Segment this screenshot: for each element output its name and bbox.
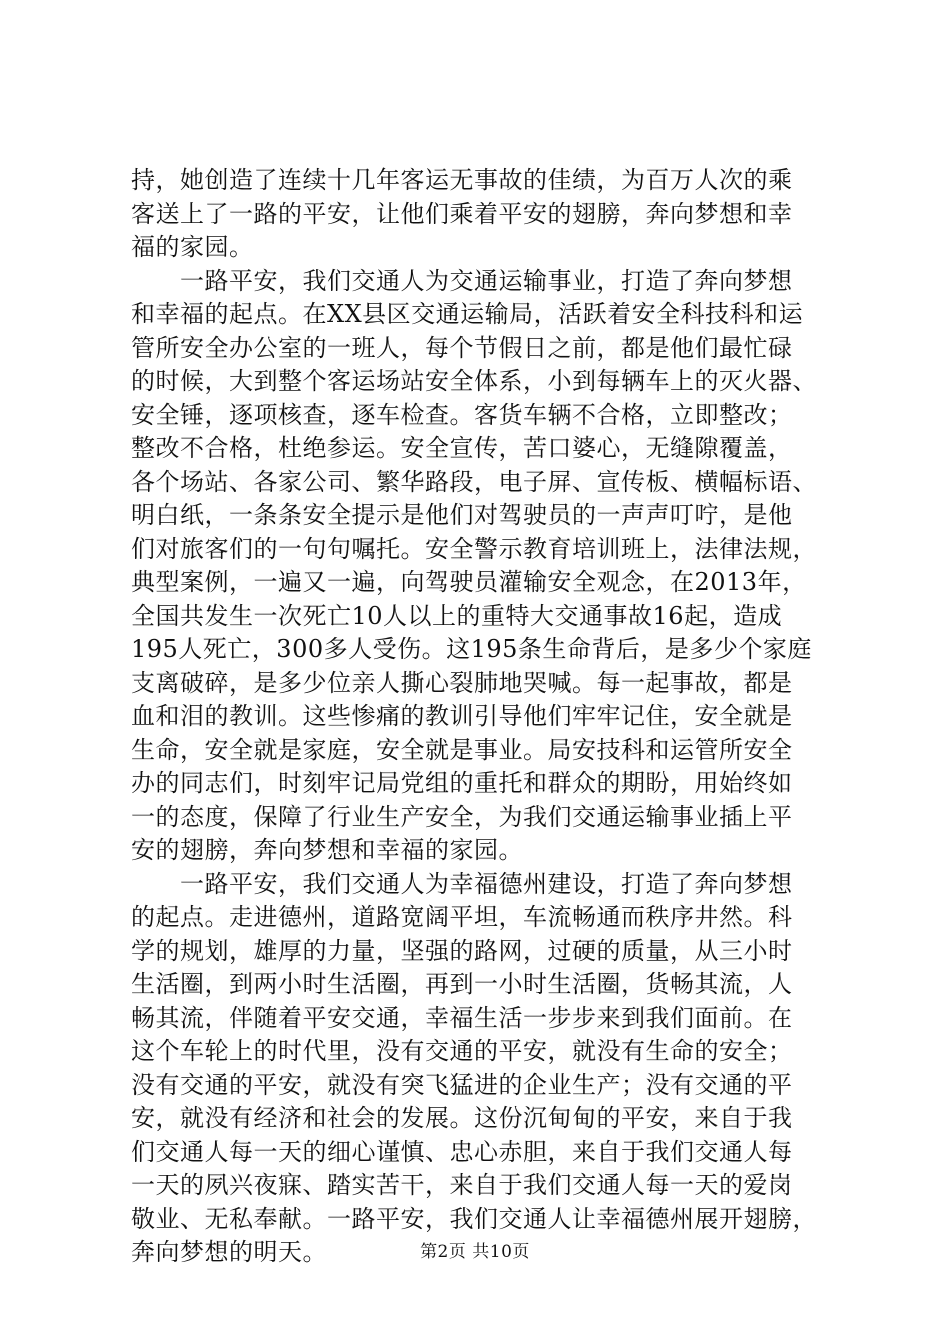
text-line: 的时候，大到整个客运场站安全体系，小到每辆车上的灭火器、 [131, 367, 817, 395]
text-line: 安，就没有经济和社会的发展。这份沉甸甸的平安，来自于我 [131, 1104, 793, 1132]
text-line: 畅其流，伴随着平安交通，幸福生活一步步来到我们面前。在 [131, 1003, 793, 1032]
text-line: 血和泪的教训。这些惨痛的教训引导他们牢牢记住，安全就是 [131, 702, 793, 730]
text-line: 一的态度，保障了行业生产安全，为我们交通运输事业插上平 [131, 802, 793, 831]
text-line: 持，她创造了连续十几年客运无事故的佳绩，为百万人次的乘 [131, 166, 793, 194]
text-line: 安全锤，逐项核查，逐车检查。客货车辆不合格，立即整改； [131, 400, 793, 429]
text-line: 办的同志们，时刻牢记局党组的重托和群众的期盼，用始终如 [131, 769, 793, 797]
text-line: 支离破碎，是多少位亲人撕心裂肺地哭喊。每一起事故，都是 [131, 668, 793, 697]
text-line: 195人死亡，300多人受伤。这195条生命背后，是多少个家庭 [131, 635, 812, 663]
text-line: 生命，安全就是家庭，安全就是事业。局安技科和运管所安全 [131, 735, 793, 764]
text-line: 管所安全办公室的一班人，每个节假日之前，都是他们最忙碌 [131, 333, 793, 362]
text-line: 们交通人每一天的细心谨慎、忠心赤胆，来自于我们交通人每 [131, 1137, 793, 1166]
text-line: 们对旅客们的一句句嘱托。安全警示教育培训班上，法律法规， [131, 534, 817, 563]
paragraph-first-line: 一路平安，我们交通人为交通运输事业，打造了奔向梦想 [180, 266, 793, 295]
text-line: 没有交通的平安，就没有突飞猛进的企业生产；没有交通的平 [131, 1070, 793, 1099]
page-footer: 第2页 共10页 [420, 1242, 530, 1262]
text-line: 生活圈，到两小时生活圈，再到一小时生活圈，货畅其流，人 [131, 970, 793, 998]
text-line: 这个车轮上的时代里，没有交通的平安，就没有生命的安全； [131, 1037, 793, 1065]
paragraph-first-line: 一路平安，我们交通人为幸福德州建设，打造了奔向梦想 [180, 869, 793, 898]
text-line: 客送上了一路的平安，让他们乘着平安的翅膀，奔向梦想和幸 [131, 199, 793, 228]
text-line: 明白纸，一条条安全提示是他们对驾驶员的一声声叮咛，是他 [131, 501, 793, 529]
text-line: 的起点。走进德州，道路宽阔平坦，车流畅通而秩序井然。科 [131, 903, 793, 931]
text-line: 和幸福的起点。在XX县区交通运输局，活跃着安全科技科和运 [131, 300, 804, 328]
text-line: 福的家园。 [131, 233, 254, 261]
text-line: 一天的夙兴夜寐、踏实苦干，来自于我们交通人每一天的爱岗 [131, 1171, 793, 1199]
text-line: 学的规划，雄厚的力量，坚强的路网，过硬的质量，从三小时 [131, 936, 793, 965]
text-line: 全国共发生一次死亡10人以上的重特大交通事故16起，造成 [131, 601, 783, 630]
text-line: 典型案例，一遍又一遍，向驾驶员灌输安全观念，在2013年， [131, 568, 807, 596]
text-line: 各个场站、各家公司、繁华路段，电子屏、宣传板、横幅标语、 [131, 467, 817, 496]
text-line: 安的翅膀，奔向梦想和幸福的家园。 [131, 836, 523, 864]
text-line: 奔向梦想的明天。 [131, 1238, 327, 1266]
text-line: 整改不合格，杜绝参运。安全宣传，苦口婆心，无缝隙覆盖， [131, 434, 793, 462]
text-line: 敬业、无私奉献。一路平安，我们交通人让幸福德州展开翅膀， [131, 1204, 817, 1233]
body-text [131, 164, 831, 1270]
